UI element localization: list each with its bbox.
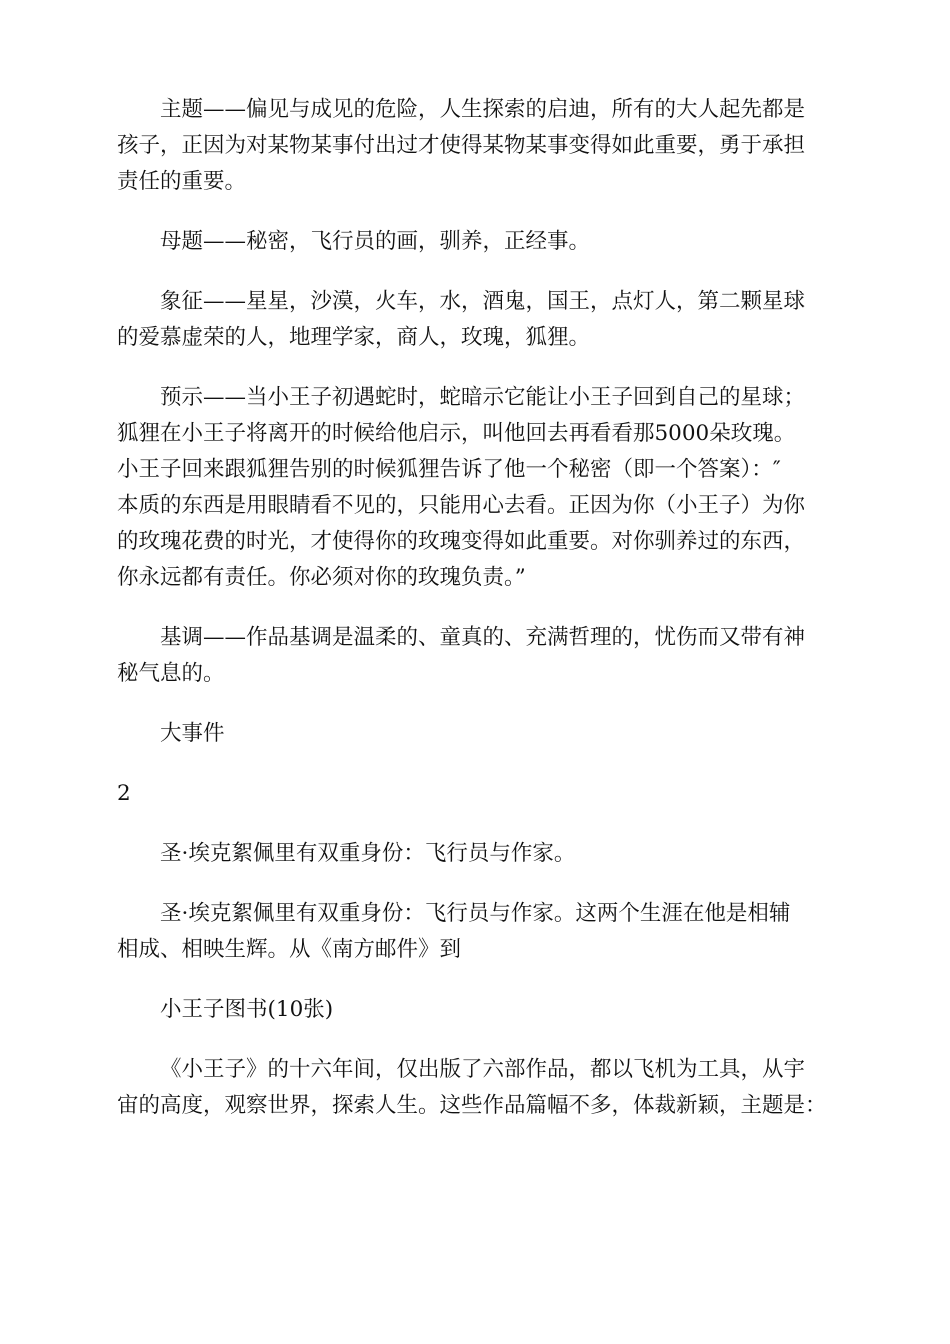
text-line: 小王子回来跟狐狸告别的时候狐狸告诉了他一个秘密（即一个答案）：″ bbox=[117, 457, 781, 482]
paragraph-symbols bbox=[117, 284, 845, 356]
text-line: 的玫瑰花费的时光，才使得你的玫瑰变得如此重要。对你驯养过的东西， bbox=[117, 529, 806, 554]
paragraph-number bbox=[117, 776, 845, 812]
text-line: 你永远都有责任。你必须对你的玫瑰负责。” bbox=[117, 565, 526, 590]
text-line: 宙的高度，观察世界，探索人生。这些作品篇幅不多，体裁新颖，主题是： bbox=[117, 1093, 827, 1118]
text-line: 狐狸在小王子将离开的时候给他启示，叫他回去再看看那5000朵玫瑰。 bbox=[117, 421, 796, 446]
text-line: 母题——秘密，飞行员的画，驯养，正经事。 bbox=[160, 229, 591, 254]
text-line: 《小王子》的十六年间，仅出版了六部作品，都以飞机为工具，从宇 bbox=[160, 1057, 806, 1082]
text-line: 2 bbox=[117, 781, 131, 806]
text-line: 大事件 bbox=[160, 721, 225, 746]
text-line: 相成、相映生辉。从《南方邮件》到 bbox=[117, 937, 462, 962]
text-line: 主题——偏见与成见的危险，人生探索的启迪，所有的大人起先都是 bbox=[160, 97, 806, 122]
text-line: 的爱慕虚荣的人，地理学家，商人，玫瑰，狐狸。 bbox=[117, 325, 591, 350]
text-line: 本质的东西是用眼睛看不见的，只能用心去看。正因为你（小王子）为你 bbox=[117, 493, 806, 518]
paragraph-tone bbox=[117, 620, 845, 692]
paragraph-dual-identity-extended bbox=[117, 896, 845, 968]
text-line: 小王子图书(10张) bbox=[160, 997, 334, 1022]
paragraph-theme bbox=[117, 92, 845, 200]
text-line: 秘气息的。 bbox=[117, 661, 225, 686]
text-line: 基调——作品基调是温柔的、童真的、充满哲理的，忧伤而又带有神 bbox=[160, 625, 806, 650]
text-line: 预示——当小王子初遇蛇时，蛇暗示它能让小王子回到自己的星球； bbox=[160, 385, 806, 410]
paragraph-works bbox=[117, 1052, 845, 1124]
paragraph-foreshadowing bbox=[117, 380, 845, 596]
paragraph-dual-identity bbox=[117, 836, 845, 872]
text-line: 责任的重要。 bbox=[117, 169, 247, 194]
paragraph-major-events bbox=[117, 716, 845, 752]
paragraph-motif bbox=[117, 224, 845, 260]
text-line: 孩子，正因为对某物某事付出过才使得某物某事变得如此重要，勇于承担 bbox=[117, 133, 806, 158]
text-line: 圣·埃克絮佩里有双重身份：飞行员与作家。 bbox=[160, 841, 576, 866]
text-line: 圣·埃克絮佩里有双重身份：飞行员与作家。这两个生涯在他是相辅 bbox=[160, 901, 791, 926]
document-page bbox=[117, 92, 845, 1148]
paragraph-book-images bbox=[117, 992, 845, 1028]
text-line: 象征——星星，沙漠，火车，水，酒鬼，国王，点灯人，第二颗星球 bbox=[160, 289, 806, 314]
